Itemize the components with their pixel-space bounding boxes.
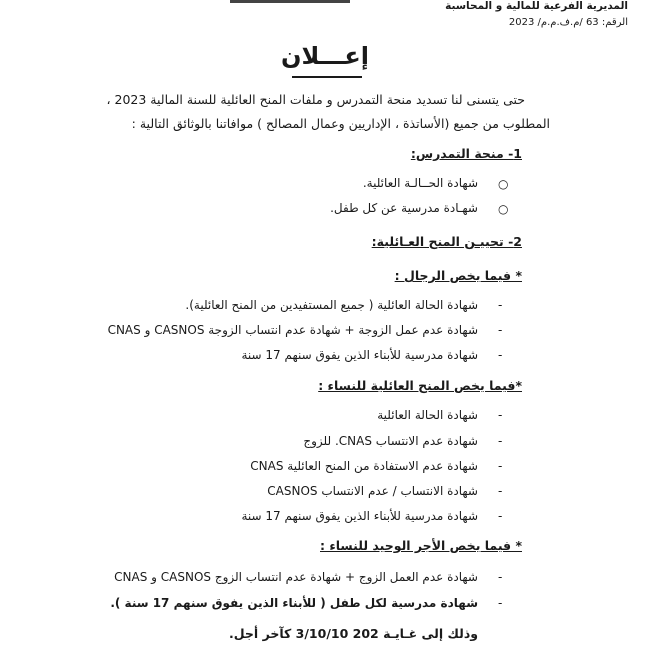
women-heading: *فيما يخص المنح العائلية للنساء : [318, 378, 522, 393]
dash-icon: - [498, 459, 503, 473]
title-underline [292, 76, 362, 78]
announcement-title: إعـــلان [281, 42, 369, 70]
list-item: شهادة الحالة العائلية ( جميع المستفيدين من المنح العائلية). [185, 298, 478, 312]
list-item: شهادة مدرسية للأبناء الذين يفوق سنهم 17 سنة [241, 509, 478, 523]
list-item: شهادة عدم الانتساب CNAS. للزوج [303, 434, 478, 448]
list-item: شهادة عدم الاستفادة من المنح العائلية CNAS [250, 459, 478, 473]
intro-line-1: حتى يتسنى لنا تسديد منحة التمدرس و ملفات المنح العائلية للسنة المالية 2023 ، [106, 92, 525, 107]
department-name: المديرية الفرعية للمالية و المحاسبة [445, 0, 628, 12]
dash-icon: - [498, 408, 503, 422]
list-item: شهادة عدم العمل الزوج + شهادة عدم انتساب الزوج CASNOS و CNAS [114, 570, 478, 584]
reference-number: الرقم: 63 /م.ف.م.م/ 2023 [508, 17, 628, 28]
dash-icon: - [498, 596, 503, 610]
dash-icon: - [498, 509, 503, 523]
list-item: شهادة الحالة العائلية [377, 408, 478, 422]
list-item: شهادة مدرسية للأبناء الذين يفوق سنهم 17 سنة [241, 348, 478, 362]
dash-icon: - [498, 323, 503, 337]
intro-line-2: المطلوب من جميع (الأساتذة ، الإداريين وعمال المصالح ) موافاتنا بالوثائق التالية : [131, 116, 550, 131]
list-item: شهادة الانتساب / عدم الانتساب CASNOS [267, 484, 478, 498]
single-wage-heading: * فيما يخص الأجر الوحيد للنساء : [320, 538, 522, 553]
section-1-heading: 1- منحة التمدرس: [410, 146, 522, 161]
bullet-icon: ○ [498, 202, 509, 216]
header-rule [230, 0, 350, 3]
dash-icon: - [498, 348, 503, 362]
deadline-text: وذلك إلى غـايـة 202 3/10/10 كآخر أجل. [229, 626, 478, 641]
list-item: شهادة عدم عمل الزوجة + شهادة عدم انتساب الزوجة CASNOS و CNAS [107, 323, 478, 337]
list-item: شهـادة مدرسية عن كل طفل. [330, 201, 478, 215]
list-item: شهادة الحــالـة العائلية. [362, 176, 478, 190]
section-2-heading: 2- تحييـن المنح العـائلية: [371, 234, 522, 249]
men-heading: * فيما يخص الرجال : [394, 268, 522, 283]
dash-icon: - [498, 484, 503, 498]
list-item: شهادة مدرسية لكل طفل ( للأبناء الذين يفوق سنهم 17 سنة ). [110, 596, 478, 610]
dash-icon: - [498, 298, 503, 312]
dash-icon: - [498, 570, 503, 584]
dash-icon: - [498, 434, 503, 448]
bullet-icon: ○ [498, 177, 509, 191]
